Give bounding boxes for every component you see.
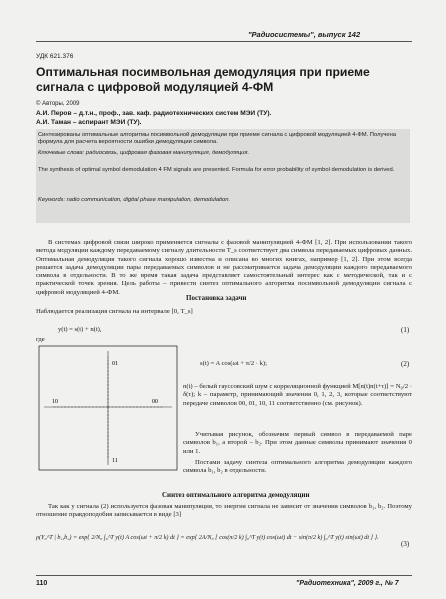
footer-rule [36,575,412,576]
observed-text: Наблюдается реализация сигнала на интервале [0, T_s] [36,308,193,315]
constellation-diagram [38,345,178,471]
equation-2-number: (2) [401,360,410,368]
section-heading-2: Синтез оптимального алгоритма демодуляции [162,491,310,499]
keywords-en: Keywords: radio communication, digital phase manipulation, demodulation. [38,197,231,203]
equation-3-number: (3) [401,540,410,548]
keywords-ru: Ключевые слова: радиосвязь, цифровая фазовая манипуляция, демодуляция. [38,150,250,156]
section-heading-1: Постановка задачи [186,294,247,302]
header-rule [36,41,412,42]
author-2: А.И. Таман – аспирант МЭИ (ТУ). [36,119,142,126]
equation-1: y(t) = s(t) + n(t), [58,326,102,333]
likelihood-paragraph: Так как у сигнала (2) используется фазовая манипуляция, то энергия сигнала не зависит от значения символов b₁, b₂. Поэтому отношение правдоподобия записывается в виде [3] [36,503,412,519]
copyright: © Авторы, 2009 [36,101,80,107]
intro-paragraph: В системах цифровой связи широко применяется сигналы с фазовой манипуляцией 4-ФМ [1, 2]. При использовании такого метода модуляции каждому передаваемому сигналу длительности T_s соответствует два символа передаваемых цифровых данных. Оптимальная демодуляция такого сигнала хорошо известна и описана во многих книгах, например [1, 2]. При этом всегда решается задача демодуляции пары передаваемых символов и не рассматривается задача демодуляции каждого передаваемого символа в отдельности. В то же время такая задача представляет самостоятельный интерес как с методической, так и с практической точек зрения. Цель работы – привести синтез оптимального алгоритма посимвольной демодуляции сигнала с цифровой модуляцией 4-ФМ. [36,239,412,296]
equation-3: ρ(Y₀^T | b₁,b₂) = exp{ 2/N₀ ∫₀^T y(t) A cos(ωt + π/2 k) dt } = exp{ 2A/N₀ [ cos(π/2 k) ∫₀^T y(t) cos(ωt) dt − sin(π/2 k) ∫₀^T y(t) sin(ωt) dt ] }. [36,534,379,541]
point-label-10: 10 [52,399,58,405]
paragraph-task: Постами задачу синтеза оптимального алгоритма демодуляции каждого символа b₁, b₂ в отдельности. [183,459,412,475]
udk-code: УДК 621.376 [36,53,74,60]
point-label-01: 01 [112,361,118,367]
point-label-11: 11 [112,458,118,464]
noise-description: n(t) – белый гауссовский шум с корреляционной функцией M[n(t)n(t+τ)] = N₀/2 · δ(τ); k – параметр, принимающий значения 0, 1, 2, 3, которые соответствуют передаче символов 00, 01, 10, 11 соответственно (см. рисунок). [183,383,412,407]
journal-header: "Радиосистемы", выпуск 142 [248,30,361,39]
abstract-ru: Синтезированы оптимальные алгоритмы посимвольной демодуляции при приеме сигнала с цифровой модуляцией 4-ФМ. Получена формула для расчета вероятности ошибки демодуляции символа. [38,132,397,145]
paragraph-symbols: Учитывая рисунок, обозначим первый символ в передаваемой паре символов b₁, а второй – b₂. При этом данные символы принимают значения 0 или 1. [183,431,412,455]
where-text: где [36,336,45,343]
author-1: А.И. Перов – д.т.н., проф., зав. каф. радиотехнических систем МЭИ (ТУ). [36,110,272,117]
equation-1-number: (1) [401,326,410,334]
equation-2: s(t) = A cos(ωt + π/2 · k); [200,360,267,367]
point-label-00: 00 [152,399,158,405]
page-number: 110 [36,580,48,587]
footer-journal: "Радиотехника", 2009 г., № 7 [296,580,399,587]
article-title: Оптимальная посимвольная демодуляция при приеме сигнала с цифровой модуляцией 4-ФМ [36,65,370,94]
abstract-en: The synthesis of optimal symbol demodulation 4 FM signals are presented. Formula for error probability of symbol demodulation is derived. [38,167,395,173]
